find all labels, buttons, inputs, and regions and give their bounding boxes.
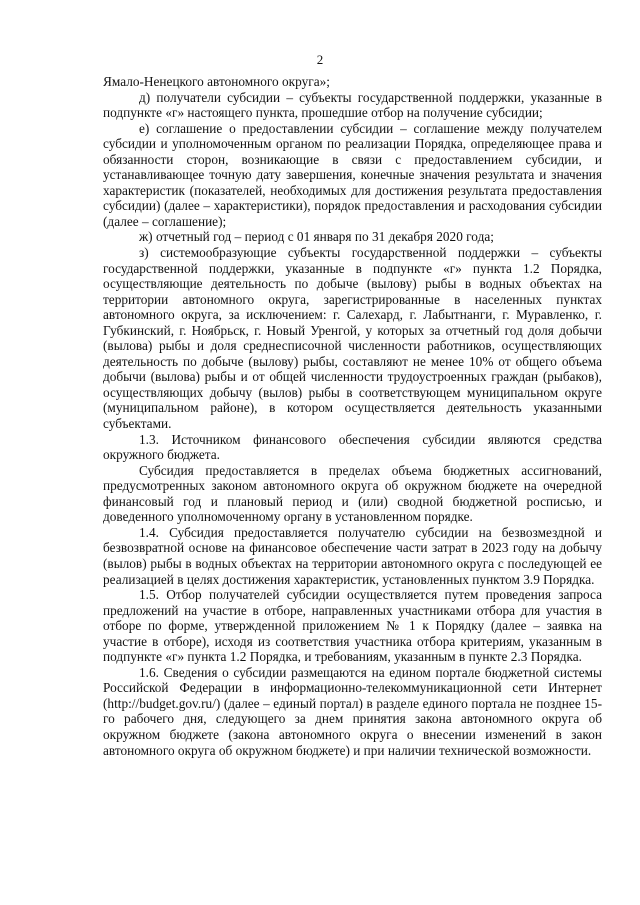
- paragraph-item-zh: ж) отчетный год – период с 01 января по 31 декабря 2020 года;: [139, 229, 494, 245]
- paragraph-1-3: 1.3. Источником финансового обеспечения субсидии являются средства окружного бюджета.: [103, 431, 602, 463]
- paragraph-continuation: Ямало-Ненецкого автономного округа»;: [103, 74, 330, 89]
- paragraph-1-4: 1.4. Субсидия предоставляется получателю субсидии на безвозмездной и безвозвратной основе на финансовое обеспечение части затрат в 2023 году на добычу (вылов) рыбы в водных объектах на территории автономного округа с последующей ее реализацией в целях достижения характеристик, установленных пунктом 3.9 Порядка.: [103, 524, 602, 587]
- paragraph-1-5: 1.5. Отбор получателей субсидии осуществляется путем проведения запроса предложений на участие в отборе, направленных участниками отбора для участия в отборе по форме, утвержденной приложением № 1 к Порядку (далее – заявка на участие в отборе), исходя из соответствия участника отбора критериям, указанным в подпункте «г» пункта 1.2 Порядка, и требованиям, указанным в пункте 2.3 Порядка.: [103, 587, 602, 665]
- document-body: [103, 74, 602, 758]
- paragraph-item-z: з) системообразующие субъекты государственной поддержки – субъекты государственной поддержки, указанные в подпункте «г» пункта 1.2 Порядка, осуществляющие деятельность по добыче (вылову) рыбы в водных объектах на территории автономного округа, зарегистрированные в населенных пунктах автономного округа, за исключением: г. Салехард, г. Лабытнанги, г. Муравленко, г. Губкинский, г. Ноябрьск, г. Новый Уренгой, у которых за отчетный год доля добычи (вылова) рыбы и доля среднесписочной численности работников, осуществляющих деятельность по добыче (вылову) рыбы, составляют не менее 10% от общего объема добычи (вылова) рыбы и от общей численности трудоустроенных граждан (рыбаков), осуществляющих добычу (вылов) рыбы в соответствующем муниципальном округе (муниципальном районе), в котором осуществляется деятельность указанными субъектами.: [103, 245, 602, 432]
- page-number: 2: [316, 52, 324, 67]
- paragraph-item-d: д) получатели субсидии – субъекты государственной поддержки, указанные в подпункте «г» настоящего пункта, прошедшие отбор на получение субсидии;: [103, 89, 602, 121]
- paragraph-item-e: е) соглашение о предоставлении субсидии – соглашение между получателем субсидии и уполномоченным органом по реализации Порядка, определяющее права и обязанности сторон, возникающие в связи с предоставлением субсидии, и устанавливающее точную дату завершения, конечные значения результата и значения характеристик (показателей, необходимых для достижения результата предоставления субсидии) (далее – характеристики), порядок предоставления и расходования субсидии (далее – соглашение);: [103, 120, 602, 229]
- paragraph-1-3-subsidy: Субсидия предоставляется в пределах объема бюджетных ассигнований, предусмотренных законом автономного округа об окружном бюджете на очередной финансовый год и плановый период и (или) сводной бюджетной росписью, и доведенного уполномоченному органу в установленном порядке.: [103, 462, 602, 525]
- paragraph-1-6: 1.6. Сведения о субсидии размещаются на едином портале бюджетной системы Российской Федерации в информационно-телекоммуникационной сети Интернет (http://budget.gov.ru/) (далее – единый портал) в разделе единого портала не позднее 15-го рабочего дня, следующего за днем принятия закона автономного округа об окружном бюджете (закона автономного округа о внесении изменений в закон автономного округа об окружном бюджете) и при наличии технической возможности.: [103, 664, 602, 758]
